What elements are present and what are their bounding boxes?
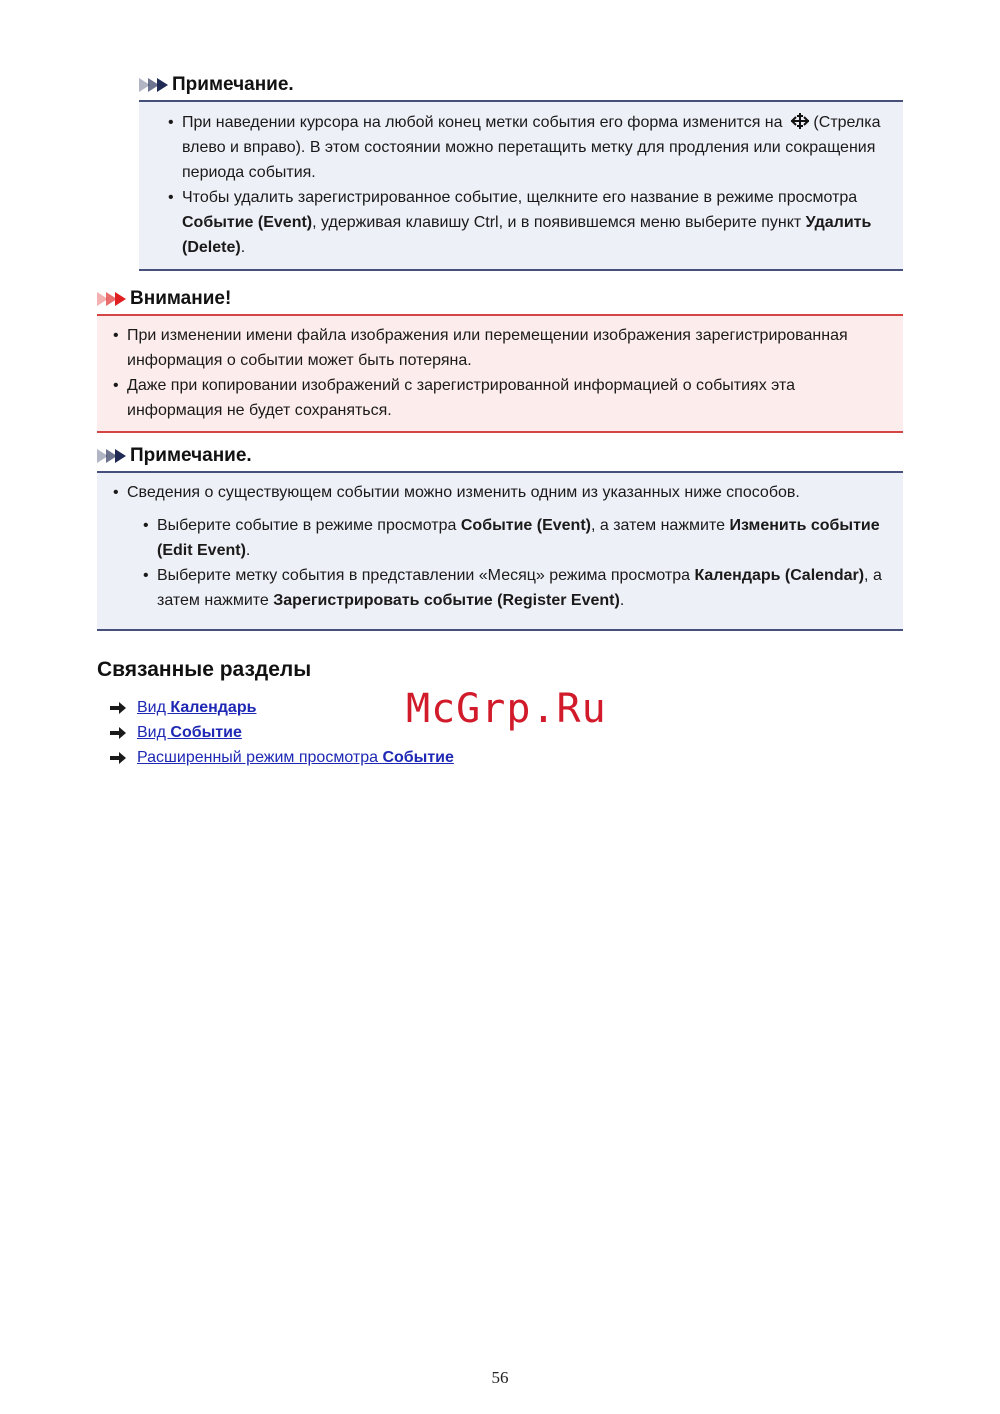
warning-title: Внимание! bbox=[130, 288, 232, 309]
list-item: • При наведении курсора на любой конец метки события его форма изменится на (Стрелка влево и вправо). В этом состоянии можно перетащить метку для продления или сокращения периода события. bbox=[166, 110, 893, 185]
link-expanded-event-view[interactable]: Расширенный режим просмотра Событие bbox=[137, 749, 454, 766]
list-item: • При изменении имени файла изображения или перемещении изображения зарегистрированная информация о событии может быть потеряна. bbox=[111, 323, 891, 373]
related-topics-title: Связанные разделы bbox=[97, 658, 312, 681]
note-section-2 bbox=[97, 441, 903, 631]
warning-heading bbox=[97, 284, 903, 314]
related-link-row bbox=[110, 720, 454, 745]
link-calendar-view[interactable]: Вид Календарь bbox=[137, 699, 257, 716]
warning-chevron-icon bbox=[97, 292, 124, 306]
note-title: Примечание. bbox=[130, 445, 252, 466]
watermark-logo: McGrp.Ru bbox=[406, 686, 607, 732]
note-box bbox=[97, 471, 903, 631]
list-item: • Сведения о существующем событии можно изменить одним из указанных ниже способов. bbox=[111, 480, 891, 505]
list-item: • Чтобы удалить зарегистрированное событие, щелкните его название в режиме просмотра Событие (Event), удерживая клавишу Ctrl, и в появившемся меню выберите пункт Удалить (Delete). bbox=[166, 185, 893, 260]
note-section-1 bbox=[139, 70, 903, 271]
warning-section bbox=[97, 284, 903, 433]
related-link-row bbox=[110, 695, 454, 720]
note-box bbox=[139, 100, 903, 271]
sub-list-item: • Выберите событие в режиме просмотра Событие (Event), а затем нажмите Изменить событие (Edit Event). bbox=[141, 513, 891, 563]
note-heading bbox=[139, 70, 903, 100]
arrow-right-icon bbox=[110, 702, 126, 714]
page-number: 56 bbox=[491, 1368, 509, 1387]
related-link-row bbox=[110, 745, 454, 770]
arrow-right-icon bbox=[110, 727, 126, 739]
arrow-right-icon bbox=[110, 752, 126, 764]
move-left-right-cursor-icon bbox=[791, 113, 809, 129]
list-item: • Даже при копировании изображений с зарегистрированной информацией о событиях эта информация не будет сохраняться. bbox=[111, 373, 891, 423]
sub-list-item: • Выберите метку события в представлении «Месяц» режима просмотра Календарь (Calendar), а затем нажмите Зарегистрировать событие (Register Event). bbox=[141, 563, 891, 613]
note-title: Примечание. bbox=[172, 74, 294, 95]
note-chevron-icon bbox=[139, 78, 166, 92]
related-links bbox=[110, 695, 454, 770]
note-heading bbox=[97, 441, 903, 471]
note-chevron-icon bbox=[97, 449, 124, 463]
link-event-view[interactable]: Вид Событие bbox=[137, 724, 242, 741]
sub-list bbox=[111, 513, 891, 613]
warning-box bbox=[97, 314, 903, 433]
